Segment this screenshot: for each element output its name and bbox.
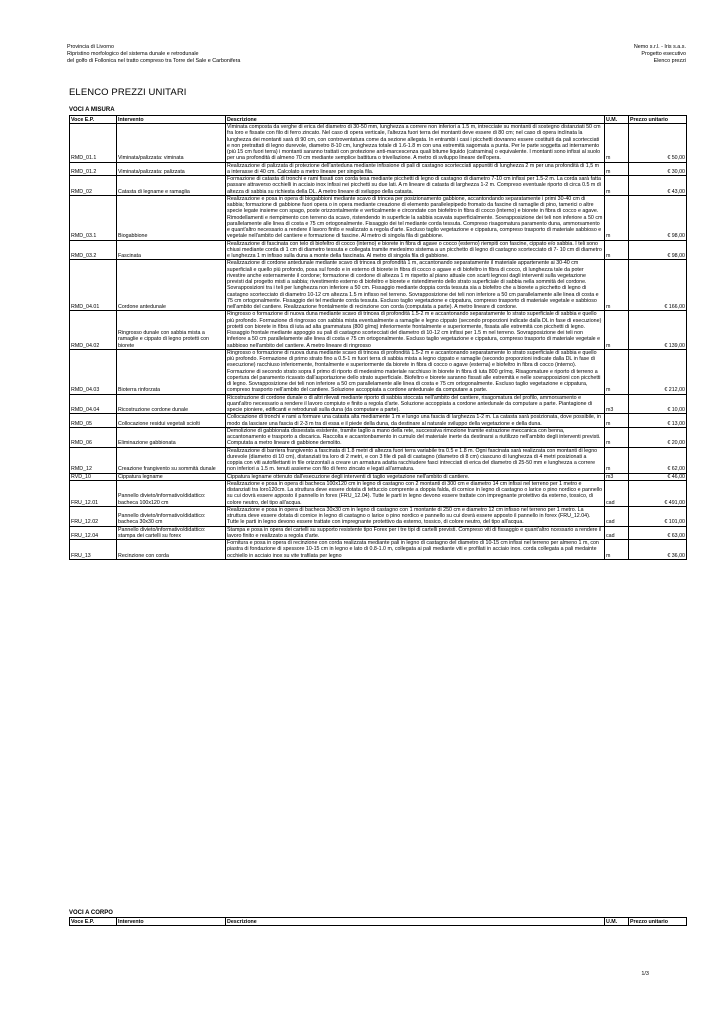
row-unit: m bbox=[605, 311, 629, 350]
corpo-col-header-um: U.M. bbox=[605, 918, 629, 926]
row-description: Stampa e posa in opera dei cartelli su supporto resistente tipo Forex per i tre tipi di cartelli previsti. Compreso viti di fissaggio e quant'altro ncessario a rendere il lavoro finito e realizzato a regola d'arte. bbox=[226, 526, 605, 540]
row-unit: m bbox=[605, 124, 629, 163]
row-code: RVD_10 bbox=[70, 473, 117, 480]
row-unit: cad bbox=[605, 480, 629, 506]
row-code: RMD_03.2 bbox=[70, 240, 117, 260]
row-description: Demolizione di gabbionata dissestata esistente, tramite taglio a mano della rete, successiva rimozione tramite estrazione meccanica con benna, accantonamento e trasporto a discarica. Raccolta e accantonbamento in cumulo del materiale inerte da destinarsi a riutilizzo nell'ambito degli interventi previsti. Computata a metro lineare di gabbione demolito. bbox=[226, 427, 605, 447]
table-row bbox=[70, 447, 687, 473]
row-intervento: Creazione frangivento su sommità dunale bbox=[117, 447, 226, 473]
row-description: Realizzazione e posa in opera di bacheca 30x30 cm in legno di castagno con 1 montante di 250 cm e diametro 12 cm infisso nel terreno per 1 metro. La struttura deve essere dotata di cornice in legno di castagno o larice o pino nordico e pannello su cui dovrà essere apposto il pannello in forex (FRU_12.04). Tutte le parti in legno devono essere trattate con impregnante protettivo da esterno, tossico, di colore neutro, del tipo all'acqua. bbox=[226, 506, 605, 526]
row-unit: m bbox=[605, 540, 629, 560]
table-header-row bbox=[70, 116, 687, 124]
row-intervento: Pannello divieto/informativo/didattico: bacheca 100x120 cm bbox=[117, 480, 226, 506]
row-unit: cad bbox=[605, 526, 629, 540]
table-row bbox=[70, 480, 687, 506]
header-right-line-3: Elenco prezzi bbox=[653, 58, 686, 64]
col-header-intervento: Intervento bbox=[117, 116, 226, 124]
row-description: Realizzazione e posa in opera di bacheca 100x120 cm in legno di castagno con 2 montanti di 300 cm e diametro 14 cm infissi nel terreno per 1 metro e distanziati tra loro120cm. La struttura deve essere dotata di tettuccio comprente a doppia falda, di cornice in legno di castagno o larice o pino nordico e pannello su cui dovrà essere apposto il pannello in forex (FRU_12.04). Tutte le parti in legno devono essere trattate con impregnante protettivo da esterno, tossico, di colore neutro, del tipo all'acqua. bbox=[226, 480, 605, 506]
row-intervento: Pannello divieto/informativo/didattico: bacheca 30x30 cm bbox=[117, 506, 226, 526]
col-header-descrizione: Descrizione bbox=[226, 116, 605, 124]
row-intervento: Bioterra rinforzata bbox=[117, 349, 226, 394]
header-right bbox=[634, 44, 686, 65]
row-unit: m bbox=[605, 414, 629, 428]
row-intervento: Ringrosso dunale con sabbia mista a ramaglie e cippato di legno protetti con biorete bbox=[117, 311, 226, 350]
row-intervento: Cippatura legname bbox=[117, 473, 226, 480]
row-unit: m bbox=[605, 427, 629, 447]
row-description: Realizzazione e posa in opera di biogabbioni mediante scavo di trincea per posizionamento gabbione, accantondando separatamente i primi 30-40 cm di sabbia; formazione di gabbione fuori opera o in opera mediante creazione di elemento parallelepipedo fromato da fascine di ramaglie di pino, tamerici o altre specie legate insieme con spago, poste orizzontalmente e verticalmente e circondate con biofeltro in fibra di cocco (interno) e biorete in fibra di cocco e agave. Rimodellamenti e riempimento con terreno da scavo, ristendendo in superficie la sabbia scavata superficialmente. Sovrapposizione dei teli non inferiore a 50 cm parallelamente alle linea di costa e 75 cm ortogonalmente. Fissaggio dei tel mediante corda tessuta. Compreso risagomatura paramento duna, ammorsamento e quant'altro necessario a rendere il lavoro finito e realizzato a regola d'arte. Escluso taglio vegetazione e cippatura, compreso trasporto di materiale sabbioso e vegetale nell'ambito del cantiere e formazione di fascine. Al metro di singola fila di gabbione. bbox=[226, 195, 605, 240]
table-row bbox=[70, 176, 687, 196]
row-price: € 10,00 bbox=[629, 394, 687, 414]
row-unit: m bbox=[605, 195, 629, 240]
row-description: Formazione di catasta di tronchi e rami fissati con corda tesa mediante picchetti di legno di castagno di diametro 7-10 cm infissi per 1.5-2 m. La corda sarà fatta passare attraverso occhielli in acciaio inox infissi nei picchetti su due lati. A m lineare di catasta di larghezza 1-2 m. Compreso eventuale riporto di circa 0.5 m di altezza di sabbia su richiesta della DL. A metro lineare di sviluppo della catasta. bbox=[226, 176, 605, 196]
table-body bbox=[70, 124, 687, 560]
row-code: FRU_12.04 bbox=[70, 526, 117, 540]
row-intervento: Cordone antedunale bbox=[117, 260, 226, 311]
row-price: € 491,00 bbox=[629, 480, 687, 506]
corpo-header-row bbox=[70, 918, 687, 926]
row-price: € 43,00 bbox=[629, 176, 687, 196]
row-description: Cippatura legname ottenuto dall'esecuzione degli interventi di taglio vegetazione nell'ambito di cantiere. bbox=[226, 473, 605, 480]
row-unit: m bbox=[605, 260, 629, 311]
price-table bbox=[69, 115, 687, 560]
row-code: FRU_12.01 bbox=[70, 480, 117, 506]
row-intervento: Pannello divieto/informativo/didattico: stampa dei cartelli su forex bbox=[117, 526, 226, 540]
row-price: € 63,00 bbox=[629, 526, 687, 540]
row-price: € 98,00 bbox=[629, 195, 687, 240]
row-description: Realizzazione di fascinata con telo di biofeltro di cocco (interno) e biorete in fibra di agave o cocco (esterno) riempiti con fascine, cippato e/o sabbia. I teli sono chiusi mediante corda di 1 cm di diametro tessuta e collegata tramite medesimo sistema a un picchetto di legno di castagno scortecciato di 7- 10 cm di diametro e lunghezza 1 m infisso sulla duna a monte della fascinata. Al metro di singola fila di gabbione. bbox=[226, 240, 605, 260]
header-left-line-3: del golfo di Follonica nel tratto compreso tra Torre del Sale e Carbonifera bbox=[67, 58, 241, 64]
table-row bbox=[70, 506, 687, 526]
row-intervento: Recinzione con corda bbox=[117, 540, 226, 560]
table-row bbox=[70, 240, 687, 260]
row-code: RMD_02 bbox=[70, 176, 117, 196]
row-intervento: Biogabbione bbox=[117, 195, 226, 240]
row-intervento: Collocazione residui vegetali sciolti bbox=[117, 414, 226, 428]
row-price: € 62,00 bbox=[629, 447, 687, 473]
row-code: RMD_05 bbox=[70, 414, 117, 428]
col-header-um: U.M. bbox=[605, 116, 629, 124]
col-header-prezzo: Prezzo unitario bbox=[629, 116, 687, 124]
table-row bbox=[70, 540, 687, 560]
corpo-col-header-code: Voce E.P. bbox=[70, 918, 117, 926]
row-price: € 50,00 bbox=[629, 124, 687, 163]
corpo-col-header-prezzo: Prezzo unitario bbox=[629, 918, 687, 926]
row-price: € 30,00 bbox=[629, 162, 687, 176]
row-price: € 20,00 bbox=[629, 427, 687, 447]
row-code: RMD_12 bbox=[70, 447, 117, 473]
row-price: € 46,00 bbox=[629, 473, 687, 480]
page-number: 1/3 bbox=[641, 971, 649, 977]
row-unit: m bbox=[605, 349, 629, 394]
table-row bbox=[70, 260, 687, 311]
row-unit: m bbox=[605, 240, 629, 260]
row-description: Viminata composta da verghe di erica del diametro di 30-50 mm, lunghezza a correre non inferiori a 1.5 m, intrecciate su montanti di sostegno distanziati 50 cm fra loro e fissate con filo di ferro zincato. Nel caso di opera verticale, l'altezza fuori terra dei montanti deve essere di 80 cm; nel caso di opera inclinata la lunghezza dei montanti sarà di 90 cm, con controventatura come da sezione allegata. In entrambi i casi i picchetti dovranno essere costituiti da pali scortecciati e non pretrattati di legno durevole, diametro 8-10 cm, lunghezza totale di 1.6-1.8 m con una estremità sagomata a punta. Per le parte soggetta ad interramento (più 15 cm fuori terra) i montanti saranno trattati con protezione anti-marcescenza quali bitume liquido (catramina) o equivalente. I montanti sono infissi al suolo per una profondità di almeno 70 cm mediante semplice battitura o trivellazione. A metro di sviluppo lineare dell'opera. bbox=[226, 124, 605, 163]
row-code: RMD_04.03 bbox=[70, 349, 117, 394]
row-description: Realizzazione di cordone antedunale mediante scavo di trincea di profondità 1 m, accantonando separatamente il materiale appartenente ai 30-40 cm superficiali e quello più profondo, posa sul fondo e in esterno di biorete in fibra di cocco o agave e di biofeltro in fibra di cocco, di lunghezza tale da poter rivestire anche esternamente il cordone; formazione di cordone di altezza 1 m rispetto al piano attuale con scarti legnosi dagli interventi sulla vegetazione previsti dal progetto misti a sabbia; rivestimento esterno di biofeltro e biorete e ristendimento dello strato superficiale di sabbia nella sommità del cordone. Sovrapposizioni tra i teli per lunghezza non inferiore a 50 cm. Fissaggio mediante doppia corda tessuta sia a biofeltro che a biorete a picchetto di legno di castagno scortecciato di diametro 10-12 cm altezza 1.5 m infisso nel terreno. Sovrapposizione dei teli non inferiore a 50 cm parallelamente alle linea di costa e 75 cm ortogonalmente. Fissaggio dei tel mediante corda tessuta. Escluso taglio vegetazione e cippatura, compreso trasporto di materiale vegetale e sabbioso nell'ambito del cantiere. Realizzazione frontalmente di recinzione con corda (computata a parte). A metro lineare di cordone. bbox=[226, 260, 605, 311]
row-unit: m bbox=[605, 162, 629, 176]
header-right-line-1: Nemo s.r.l. - Iris s.a.s. bbox=[633, 44, 686, 50]
section-heading-corpo: VOCI A CORPO bbox=[69, 910, 113, 916]
header-left-line-2: Ripristino morfologico del sistema dunale e retrodunale bbox=[67, 51, 199, 57]
row-description: Realizzazione di palizzata di protezione dell'anteduna mediante infissione di pali di castagno scortecciati appuntiti di lunghezza 2 m per una profondità di 1,5 m a interasse di 40 cm. Calcolato a metro lineare per singola fila. bbox=[226, 162, 605, 176]
row-price: € 139,00 bbox=[629, 311, 687, 350]
header-left-line-1: Provincia di Livorno bbox=[67, 44, 115, 50]
row-code: FRU_12.02 bbox=[70, 506, 117, 526]
row-intervento: Eliminazione gabbionata bbox=[117, 427, 226, 447]
row-price: € 101,00 bbox=[629, 506, 687, 526]
table-row bbox=[70, 394, 687, 414]
table-row bbox=[70, 526, 687, 540]
row-description: Ringrosso o formazione di nuova duna mediante scavo di trincea di profondità 1.5-2 m e accantonando separatamente lo strato superficiale di sabbia e quello più profondo. Formazione di ringrosso con sabbia mista eventualmente a ramaglie e legno cippato (secondo proporzioni indicate dalla DL in fase di esecuzione) protetti con biorete in fibra di iuta ad alta grammatura (800 g/mq) inferiormente frontalmente e superiormente, fissata alle estremità con picchetti di legno. Fissaggio frontale mediante appoggio su pali di castagno scortecciati del diametro di 10-12 cm infissi per 1.5 m nel terreno. Sovrapposizione dei teli non inferiore a 50 cm parallelamente alle linea di costa e 75 cm ortogonalmente. Escluso taglio vegetazione e cippatura, compreso trasporto di materiale vegetale e sabbioso nell'ambito del cantiere. A metro lineare di ringrosso bbox=[226, 311, 605, 350]
row-intervento: Viminata/palizzata: palizzata bbox=[117, 162, 226, 176]
row-price: € 98,00 bbox=[629, 240, 687, 260]
row-unit: m bbox=[605, 176, 629, 196]
row-intervento: Fascinata bbox=[117, 240, 226, 260]
header-left bbox=[67, 44, 240, 65]
page-title: ELENCO PREZZI UNITARI bbox=[69, 87, 187, 98]
row-unit: m bbox=[605, 447, 629, 473]
row-description: Ringrosso o formazione di nuova duna mediante scavo di trincea di profondità 1.5-2 m e accantonando separatamente lo strato superficiale di sabbia e quello più profondo. Formazione di primo strato fino a 0.5-1 m fuori terra di sabbia mista a legno cippato e ramaglie (secondo proporzioni indicate dalla DL in fase di esecuzione) racchiuso inferiormente, frontalmente e superiormente da biorete in fibra di cocco o agave (esterna) e biofeltro in fibra di cocco (interno). Formazione di secondo strato sopra il primo di riporto di medesimo materiale racchiuso in biorete in fibra di iuta 800 gr/mq. Risagomature e riporto di terreno a copertura del paramento ricavato dall'asportazione dello strato superficiale. Biofeltro e biorete saranno fissati alle estremità e nelle sovrapposizioni con picchetti di legno. Sovrapposizione dei teli non inferiore a 50 cm parallelamente alle linea di costa e 75 cm ortogonalmente. Escluso taglio vegetazione e cippatura, compreso trasporto nell'ambito del cantiere. Soluzione accoppiata a cordone antedunale da computare a parte. bbox=[226, 349, 605, 394]
row-intervento: Viminata/palizzata: viminata bbox=[117, 124, 226, 163]
col-header-code: Voce E.P. bbox=[70, 116, 117, 124]
row-code: RMD_04.04 bbox=[70, 394, 117, 414]
row-unit: m3 bbox=[605, 394, 629, 414]
row-code: RMD_01.1 bbox=[70, 124, 117, 163]
row-price: € 212,00 bbox=[629, 349, 687, 394]
row-intervento: Ricostruzione cordone dunale bbox=[117, 394, 226, 414]
table-row bbox=[70, 473, 687, 480]
section-heading-misura: VOCI A MISURA bbox=[69, 107, 115, 113]
table-row bbox=[70, 414, 687, 428]
table-row bbox=[70, 124, 687, 163]
table-row bbox=[70, 427, 687, 447]
row-unit: m3 bbox=[605, 473, 629, 480]
row-code: RMD_04.01 bbox=[70, 260, 117, 311]
row-description: Collocazione di tronchi e rami a formare una catasta alta mediamente 1 m e lungo una fascia di larghezza 1-2 m. La catasta sarà posizionata, dove possibile, in modo da lasciare una fascia di 2-3 m tra di essa e il piede della duna, da destinare al naturale sviluppo della vegetazione e della duna. bbox=[226, 414, 605, 428]
row-code: RMD_03.1 bbox=[70, 195, 117, 240]
header-right-line-2: Progetto esecutivo bbox=[641, 51, 686, 57]
row-code: RMD_04.02 bbox=[70, 311, 117, 350]
corpo-table bbox=[69, 917, 687, 926]
row-code: RMD_06 bbox=[70, 427, 117, 447]
row-intervento: Catasta di legname e ramaglia bbox=[117, 176, 226, 196]
row-description: Ricostruzione di cordone dunale o di altri rilevati mediante riporto di sabbia stoccata nell'ambito del cantiere, risagomatura del profilo, ammorsamento e quant'altro necessario a rendere il lavoro compiuto e finito a regola d'arte. Soluzione accoppiata a cordone antedunale da computare a parte. Piantagione di specie pioniere, edificanti e retrodunali sulla duna (da computare a parte). bbox=[226, 394, 605, 414]
row-description: Realizzazione di barriera frangivento a fascinata di 1.8 metri di altezza fuori terra variabile tra 0.5 e 1.8 m. Ogni fascinata sarà realizzata con montanti di legno durevole (diametro di 10 cm), distanziati tra loro di 2 metri, e con 3 file di pali di castagno (diametro di 8 cm) ciascuno di lunghezza di 4 metri posizionati a coppia con viti autofilettanti in file orizzontali a creare un armatura adatta racchiudere fasci intrecciati di erica del diametro di 25-50 mm e lunghezza a correre non inferiori a 1.5 m. tenuti assieme con filo di ferro zincato e legati all'armatura. bbox=[226, 447, 605, 473]
row-price: € 13,00 bbox=[629, 414, 687, 428]
table-row bbox=[70, 195, 687, 240]
table-row bbox=[70, 311, 687, 350]
row-code: RMD_01.2 bbox=[70, 162, 117, 176]
table-row bbox=[70, 162, 687, 176]
row-unit: cad bbox=[605, 506, 629, 526]
row-price: € 166,00 bbox=[629, 260, 687, 311]
row-price: € 36,00 bbox=[629, 540, 687, 560]
corpo-col-header-intervento: Intervento bbox=[117, 918, 226, 926]
corpo-col-header-descrizione: Descrizione bbox=[226, 918, 605, 926]
row-code: FRU_13 bbox=[70, 540, 117, 560]
table-row bbox=[70, 349, 687, 394]
row-description: Fornitura e posa in opera di recinzione con corda realizzata mediante pali in legno di castagno del diametro di 10-15 cm infissi nel terreno per almeno 1 m, con piastra di fondazione di spessore 10-15 cm in legno e lato di 0.8-1.0 m, collegata ai pali mediante viti e profilati in acciaio inox. corda collegata a pali medainte occhiello in acciaio inox su vite trafilata per legno bbox=[226, 540, 605, 560]
